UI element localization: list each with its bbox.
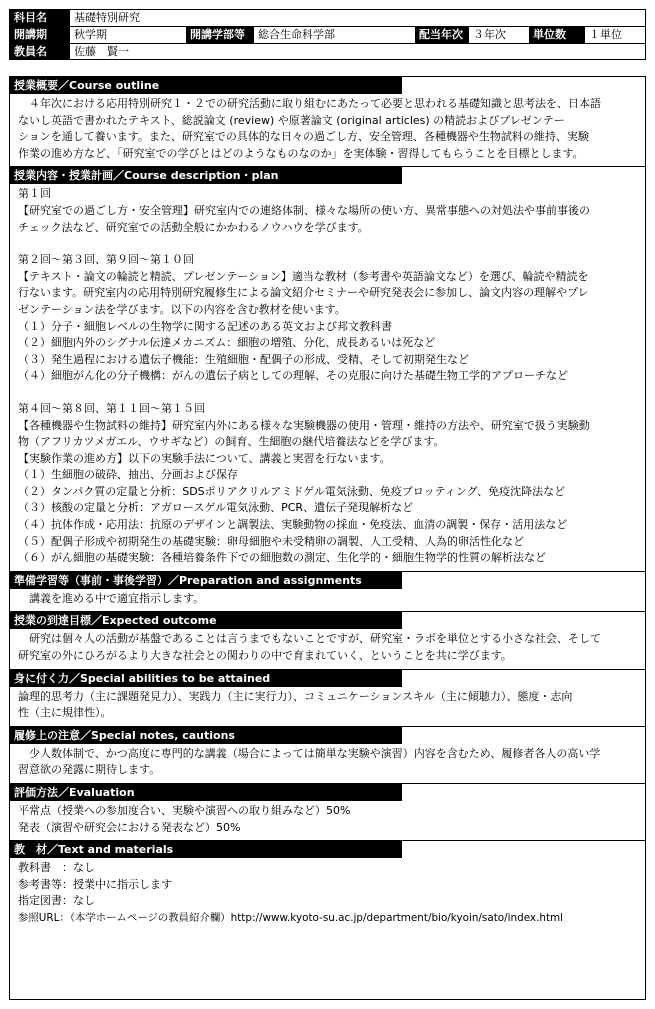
teacher-value: 佐藤 賢一 <box>74 45 129 58</box>
list-item: （３）核酸の定量と分析：アガロースゲル電気泳動、PCR、遺伝子発現解析など <box>18 501 414 515</box>
text-line: 物（アフリカツメガエル、ウサギなど）の飼育、生細胞の継代培養法などを学びます。 <box>18 435 445 449</box>
text-line: 講義を進める中で適宜指示します。 <box>18 591 205 605</box>
list-item: （２）細胞内外のシグナル伝達メカニズム：細胞の増殖、分化、成長あるいは死など <box>18 336 436 350</box>
text-line: 作業の進め方など、「研究室での学びとはどのようなものなのか」を実体験・習得してもらうことを目標とします。 <box>18 146 584 160</box>
section-overview <box>10 77 645 167</box>
text-line: 平常点（授業への参加度合い、実験や演習への取り組みなど）50% <box>18 804 351 817</box>
teacher-label: 教員名 <box>10 44 70 59</box>
text-line: ゼンテーション法を学びます。以下の内容を含む教材を使います。 <box>18 302 346 316</box>
section-preparation <box>10 572 645 613</box>
text-line: ションを通して養います。また、研究室での具体的な日々の過ごし方、安全管理、各種機器や生物試料の維持、実験 <box>18 130 589 144</box>
credit-label: 単位数 <box>529 27 585 43</box>
section-content <box>10 589 645 612</box>
section-title: 授業概要／Course outline <box>10 77 402 94</box>
department-label: 開講学部等 <box>186 27 254 43</box>
section-title: 授業内容・授業計画／Course description・plan <box>10 167 402 184</box>
section-content <box>10 184 645 570</box>
text-line: 習意欲の発露に期待します。 <box>18 763 161 777</box>
section-evaluation <box>10 784 645 841</box>
list-item: （２）タンパク質の定量と分析：SDSポリアクリルアミドゲル電気泳動、免疫ブロッティング、免疫沈降法など <box>18 484 566 498</box>
text-line: 行ないます。研究室内の応用特別研究履修生による論文紹介セミナーや研究発表会に参加し、論文内容の理解やプレ <box>18 286 589 300</box>
text-line: チェック法など、研究室での活動全般にかかわるノウハウを学びます。 <box>18 220 369 234</box>
section-content <box>10 629 645 668</box>
section-abilities <box>10 670 645 727</box>
section-content <box>10 801 645 840</box>
list-item: （３）発生過程における遺伝子機能：生殖細胞・配偶子の形成、受精、そして初期発生など <box>18 352 469 366</box>
section-title: 授業の到達目標／Expected outcome <box>10 612 402 629</box>
text-line: 性（主に規律性）。 <box>18 706 112 720</box>
list-item: （５）配偶子形成や初期発生の基礎実験：卵母細胞や未受精卵の調製、人工受精、人為的卵活性化など <box>18 534 524 548</box>
section-title: 身に付く力／Special abilities to be attained <box>10 670 402 687</box>
credit-value: １単位 <box>589 28 622 41</box>
text-line: 論理的思考力（主に課題発見力）、実践力（主に実行力）、コミュニケーションスキル（主に傾聴力）、態度・志向 <box>18 689 573 703</box>
header-row-title <box>9 9 646 26</box>
section-title: 準備学習等（事前・事後学習）／Preparation and assignments <box>10 572 402 589</box>
section-plan <box>10 167 645 571</box>
text-line: ないし英語で書かれたテキスト、総説論文 (review) や原著論文 (original articles) の精読およびプレゼンテー <box>18 113 565 127</box>
section-content <box>10 744 645 783</box>
text-line: 第２回〜第３回、第９回〜第１０回 <box>18 253 194 267</box>
course-name-label: 科目名 <box>10 10 70 26</box>
text-line: 指定図書：なし <box>18 894 95 908</box>
list-item: （６）がん細胞の基礎実験：各種培養条件下での細胞数の測定、生化学的・細胞生物学的性質の解析法など <box>18 551 546 565</box>
text-line: 第１回 <box>18 187 51 201</box>
list-item: （１）分子・細胞レベルの生物学に関する記述のある英文および邦文教科書 <box>18 319 392 333</box>
section-materials <box>10 841 645 930</box>
text-line: 【各種機器や生物試料の維持】研究室内外にある様々な実験機器の使用・管理・維持の方法や、研究室で扱う実験動 <box>18 418 590 432</box>
list-item: （１）生細胞の破砕、抽出、分画および保存 <box>18 468 238 482</box>
text-line: 少人数体制で、かつ高度に専門的な講義（場合によっては簡単な実験や演習）内容を含むため、履修者各人の高い学 <box>18 746 601 760</box>
section-content <box>10 687 645 726</box>
term-label: 開講期 <box>10 27 70 43</box>
year-label: 配当年次 <box>415 27 469 43</box>
section-title: 評価方法／Evaluation <box>10 784 402 801</box>
term-value: 秋学期 <box>74 28 107 41</box>
section-title: 教 材／Text and materials <box>10 841 402 858</box>
text-line: 研究室の外にひろがるより大きな社会との関わりの中で育まれていく、ということを共に学びます。 <box>18 649 512 663</box>
section-outcome <box>10 612 645 669</box>
section-title: 履修上の注意／Special notes, cautions <box>10 727 402 744</box>
text-line: 【テキスト・論文の輪読と精読、プレゼンテーション】適当な教材（参考書や英語論文など）を選び、輪読や精読を <box>18 269 589 283</box>
syllabus-body <box>9 76 646 1000</box>
course-header <box>9 9 646 60</box>
text-line: ４年次における応用特別研究１・２での研究活動に取り組むにあたって必要と思われる基礎知識と思考法を、日本語 <box>18 97 601 110</box>
text-line: 【研究室での過ごし方・安全管理】研究室内での連絡体制、様々な場所の使い方、異常事態への対処法や事前事後の <box>18 203 590 217</box>
text-line: 研究は個々人の活動が基盤であることは言うまでもないことですが、研究室・ラボを単位とする小さな社会、そして <box>18 632 601 646</box>
text-line: 【実験作業の進め方】以下の実験手法について、講義と実習を行ないます。 <box>18 451 391 465</box>
text-line: 教科書 ：なし <box>18 861 95 875</box>
text-line: 発表（演習や研究会における発表など）50% <box>18 820 241 834</box>
header-row-teacher <box>9 43 646 60</box>
list-item: （４）細胞がん化の分子機構：がんの遺伝子病としての理解、その克服に向けた基礎生物工学的アプローチなど <box>18 369 568 383</box>
text-line: 第４回〜第８回、第１１回〜第１５回 <box>18 401 205 415</box>
course-name-value: 基礎特別研究 <box>74 11 140 24</box>
section-content <box>10 94 645 166</box>
header-row-info <box>9 26 646 43</box>
text-line: 参考書等：授業中に指示します <box>18 877 172 891</box>
section-content <box>10 858 645 930</box>
department-value: 総合生命科学部 <box>258 28 335 41</box>
year-value: ３年次 <box>473 28 506 41</box>
reference-url[interactable]: 参照URL：（本学ホームページの教員紹介欄）http://www.kyoto-su.ac.jp/department/bio/kyoin/sato/index.html <box>18 911 564 924</box>
list-item: （４）抗体作成・応用法：抗原のデザインと調製法、実験動物の採血・免疫法、血清の調製・保存・活用法など <box>18 518 568 532</box>
section-notes <box>10 727 645 784</box>
